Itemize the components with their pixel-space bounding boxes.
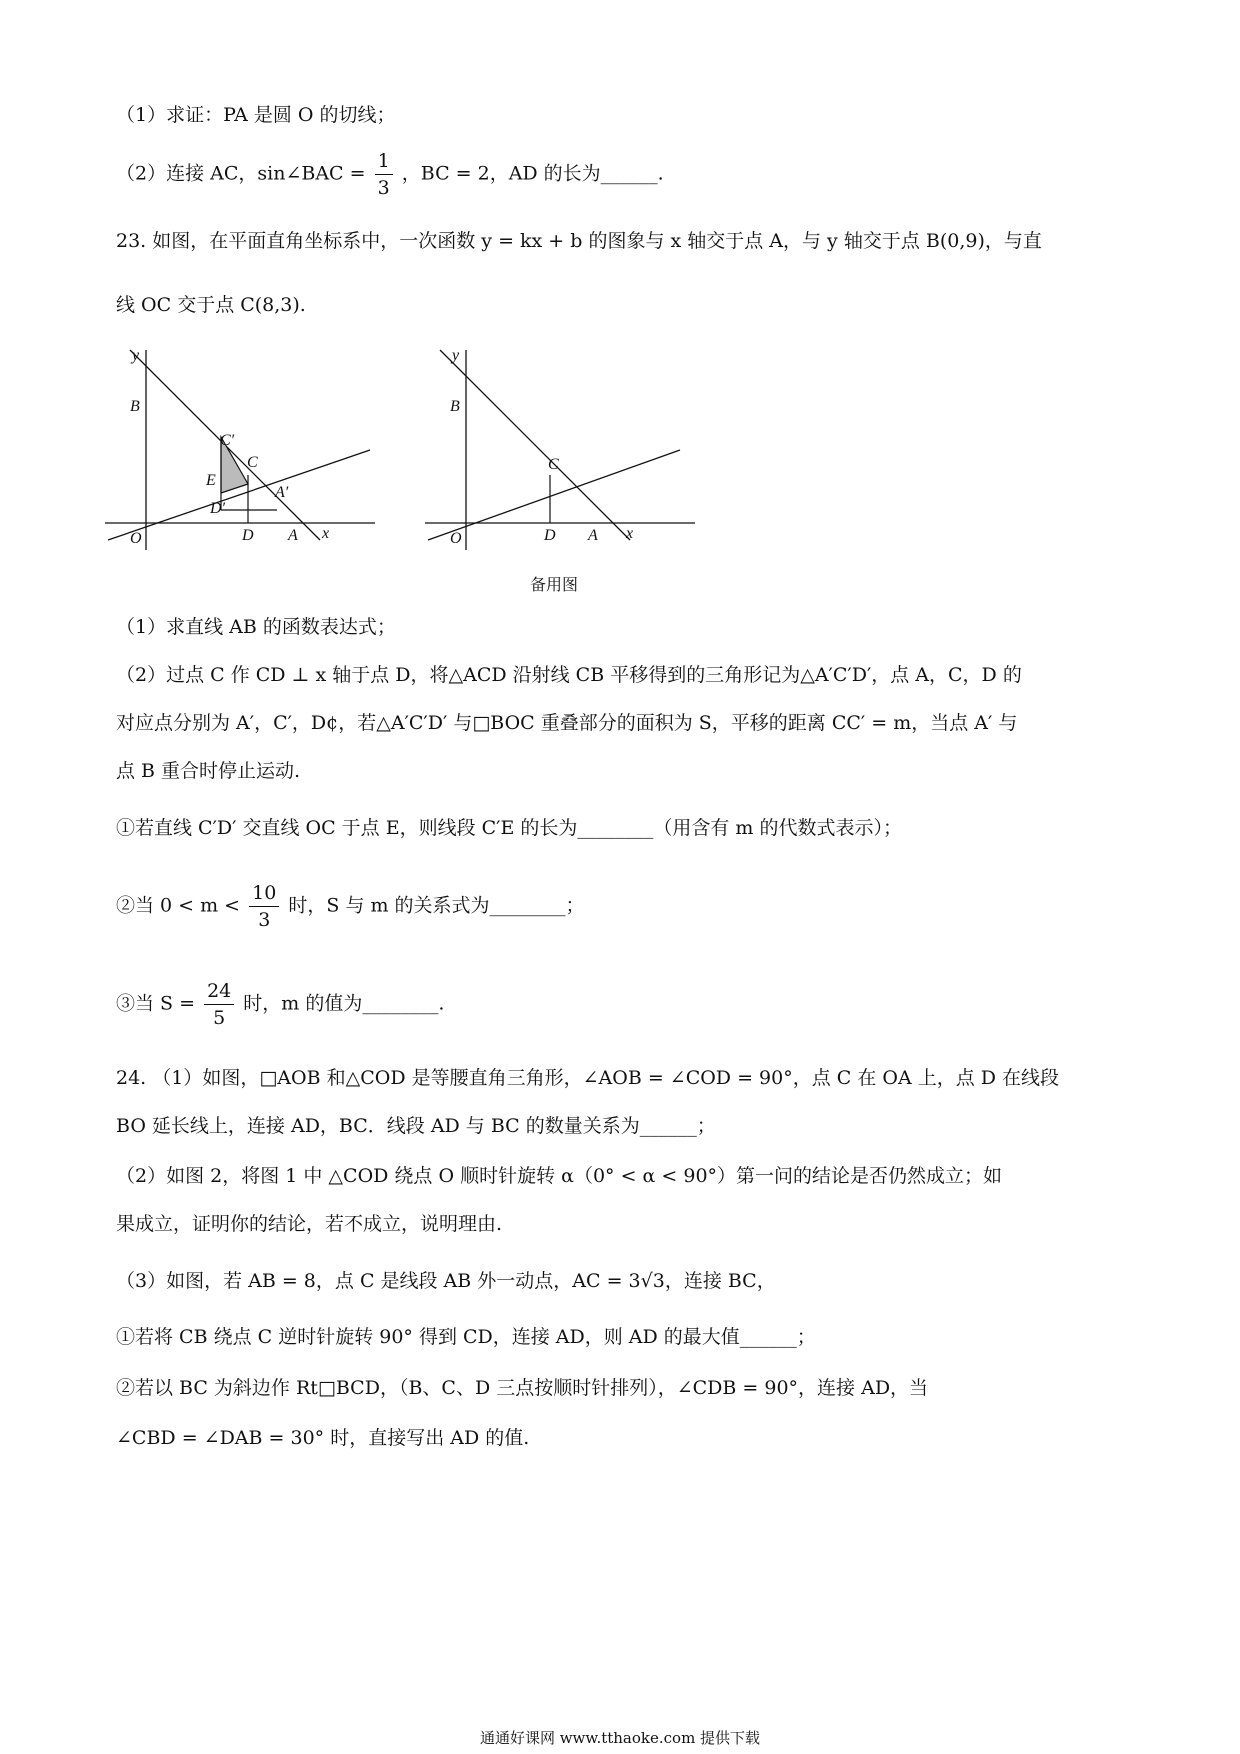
fig1-label-y: y <box>132 347 140 364</box>
page-footer: 通通好课网 www.tthaoke.com 提供下载 <box>479 1729 761 1747</box>
fig1-label-d: D <box>242 527 254 544</box>
q22-part2 <box>116 148 1136 201</box>
fig2-label-y: y <box>452 347 460 364</box>
q24-line1: 24. （1）如图，□AOB 和△COD 是等腰直角三角形，∠AOB = ∠COD = 90°，点 C 在 OA 上，点 D 在线段 <box>116 1067 1060 1089</box>
fig2-line-ab <box>440 350 630 540</box>
q24-line8: ∠CBD = ∠DAB = 30° 时，直接写出 AD 的值. <box>116 1427 530 1449</box>
q23-part1: （1）求直线 AB 的函数表达式； <box>116 616 396 638</box>
q23-stem-line1: 23. 如图，在平面直角坐标系中，一次函数 y = kx + b 的图象与 x 轴交于点 A，与 y 轴交于点 B(0,9)，与直 <box>116 230 1042 252</box>
q23-figure-2 <box>420 345 700 560</box>
q23-sub3-fraction <box>204 978 234 1031</box>
q22-part2-text-a: （2）连接 AC，sin∠BAC = <box>116 162 366 185</box>
q23-figure-1 <box>100 345 380 560</box>
q23-sub2-text-a: ②当 0 < m < <box>116 894 241 917</box>
q23-sub3-frac-den: 5 <box>213 1007 226 1029</box>
q23-sub2 <box>116 880 1136 933</box>
q23-sub2-fraction <box>249 880 279 933</box>
q22-frac-den: 3 <box>377 177 390 199</box>
q23-sub2-frac-den: 3 <box>258 909 271 931</box>
fig1-label-cprime: C′ <box>220 432 235 449</box>
figure-caption: 备用图 <box>530 575 579 594</box>
q24-line7: ②若以 BC 为斜边作 Rt□BCD，（B、C、D 三点按顺时针排列），∠CDB = 90°，连接 AD，当 <box>116 1377 929 1399</box>
fig2-label-o: O <box>450 530 462 547</box>
q23-sub3-text-a: ③当 S = <box>116 992 196 1015</box>
q23-part2-line2: 对应点分别为 A′，C′，D¢，若△A′C′D′ 与□BOC 重叠部分的面积为 S，平移的距离 CC′ = m，当点 A′ 与 <box>116 712 1018 734</box>
q23-sub3 <box>116 978 1136 1031</box>
fig2-label-b: B <box>450 398 460 415</box>
q24-line4: 果成立，证明你的结论，若不成立，说明理由. <box>116 1213 503 1235</box>
fig2-label-d: D <box>544 527 556 544</box>
fig1-line-oc <box>108 450 370 540</box>
q24-line3: （2）如图 2，将图 1 中 △COD 绕点 O 顺时针旋转 α（0° < α < 90°）第一问的结论是否仍然成立；如 <box>116 1165 1003 1187</box>
fig1-label-dprime: D′ <box>210 500 226 517</box>
q23-sub3-frac-num: 24 <box>204 978 234 1005</box>
q24-line2: BO 延长线上，连接 AD，BC．线段 AD 与 BC 的数量关系为______； <box>116 1115 716 1137</box>
q22-frac-num: 1 <box>375 148 393 175</box>
fig1-label-x: x <box>322 525 330 542</box>
fig1-label-b: B <box>130 398 140 415</box>
q23-sub2-frac-num: 10 <box>249 880 279 907</box>
q23-part2-line1: （2）过点 C 作 CD ⊥ x 轴于点 D，将△ACD 沿射线 CB 平移得到的三角形记为△A′C′D′，点 A，C，D 的 <box>116 664 1022 686</box>
fig2-label-x: x <box>626 525 634 542</box>
q22-part1: （1）求证：PA 是圆 O 的切线； <box>116 104 396 126</box>
q23-sub2-text-b: 时，S 与 m 的关系式为________； <box>288 894 585 917</box>
q23-stem-line2: 线 OC 交于点 C(8,3). <box>116 294 306 316</box>
q22-part2-text-b: ，BC = 2，AD 的长为______. <box>401 162 664 185</box>
q23-sub1: ①若直线 C′D′ 交直线 OC 于点 E，则线段 C′E 的长为________（用含有 m 的代数式表示）； <box>116 817 902 839</box>
q24-line6: ①若将 CB 绕点 C 逆时针旋转 90° 得到 CD，连接 AD，则 AD 的最大值______； <box>116 1326 816 1348</box>
q22-fraction <box>375 148 393 201</box>
fig1-label-c: C <box>247 454 258 471</box>
fig1-label-e: E <box>206 472 216 489</box>
q23-part2-line3: 点 B 重合时停止运动. <box>116 760 301 782</box>
fig2-label-c: C <box>548 456 559 473</box>
q24-line5: （3）如图，若 AB = 8，点 C 是线段 AB 外一动点，AC = 3√3，连接 BC， <box>116 1270 776 1292</box>
fig1-label-a: A <box>288 527 298 544</box>
q23-sub3-text-b: 时，m 的值为________. <box>243 992 445 1015</box>
fig2-label-a: A <box>588 527 598 544</box>
fig1-label-o: O <box>130 530 142 547</box>
fig1-label-aprime: A′ <box>275 484 289 501</box>
